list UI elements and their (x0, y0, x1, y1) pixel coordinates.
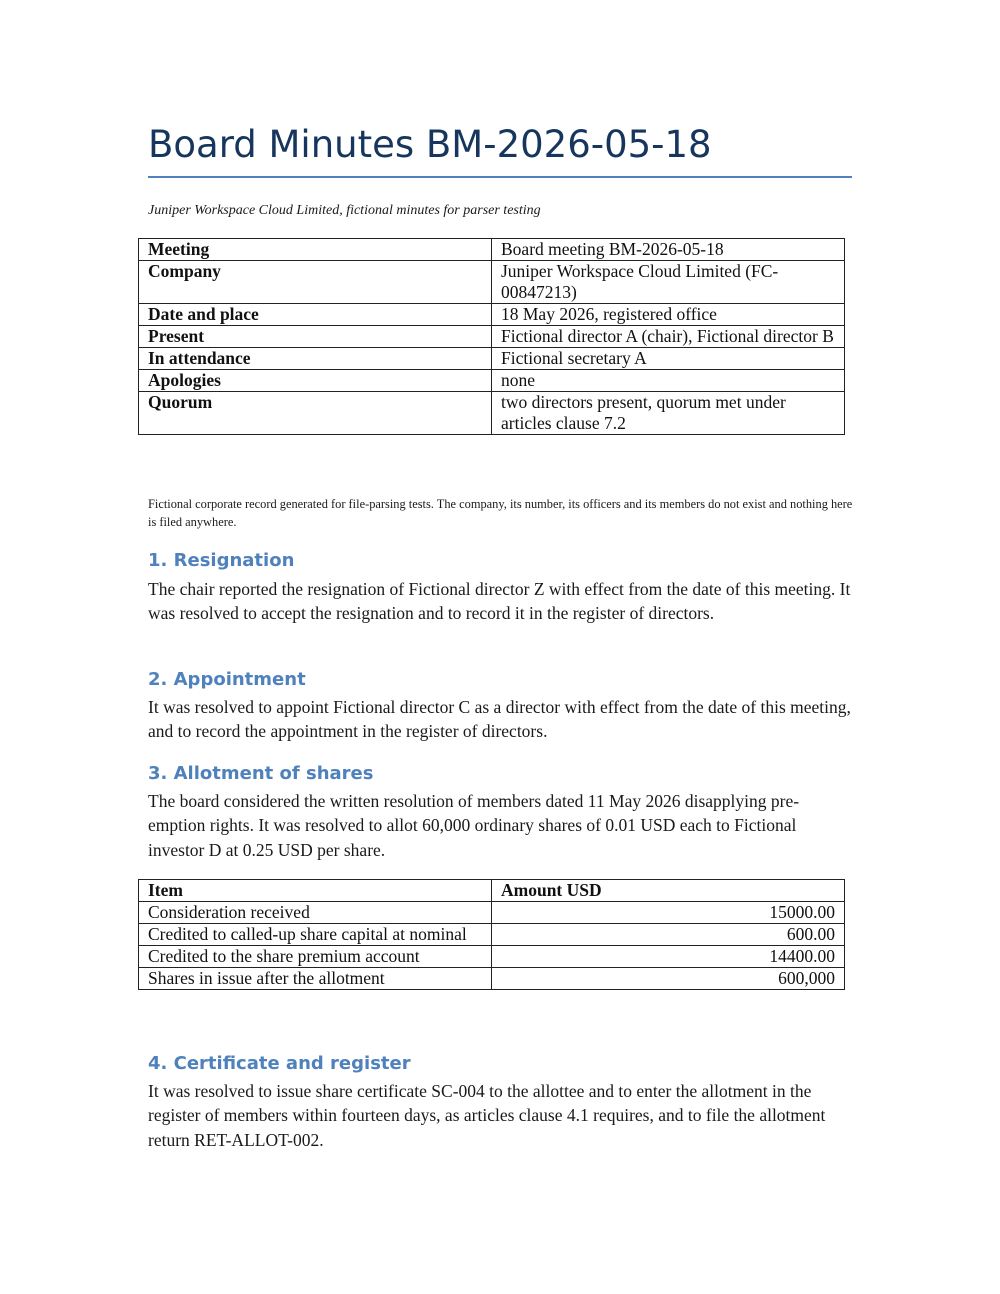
attendance-label: In attendance (139, 348, 492, 370)
section-heading-resignation: 1. Resignation (148, 550, 295, 571)
section-heading-appointment: 2. Appointment (148, 669, 306, 690)
table-row (139, 261, 845, 304)
meeting-label: Meeting (139, 239, 492, 261)
allotment-table (138, 879, 845, 990)
present-value: Fictional director A (chair), Fictional director B (492, 326, 845, 348)
table-row (139, 370, 845, 392)
section-body-appointment: It was resolved to appoint Fictional director C as a director with effect from the date of this meeting, and to record the appointment in the register of directors. (148, 697, 851, 742)
quorum-value: two directors present, quorum met under articles clause 7.2 (492, 392, 845, 435)
row-item: Consideration received (139, 902, 492, 924)
section-body-resignation: The chair reported the resignation of Fictional director Z with effect from the date of this meeting. It was resolved to accept the resignation and to record it in the register of directors. (148, 579, 851, 624)
section-body-allotment: The board considered the written resolution of members dated 11 May 2026 disapplying pre-emption rights. It was resolved to allot 60,000 ordinary shares of 0.01 USD each to Fictional investor D at 0.25 USD per share. (148, 791, 800, 860)
apologies-label: Apologies (139, 370, 492, 392)
row-amount: 14400.00 (492, 946, 845, 968)
section-heading-allotment: 3. Allotment of shares (148, 763, 374, 784)
company-label: Company (139, 261, 492, 304)
row-item: Credited to the share premium account (139, 946, 492, 968)
company-value: Juniper Workspace Cloud Limited (FC-00847213) (492, 261, 845, 304)
meeting-details-table (138, 238, 845, 435)
table-row (139, 946, 845, 968)
attendance-value: Fictional secretary A (492, 348, 845, 370)
row-amount: 15000.00 (492, 902, 845, 924)
table-row (139, 239, 845, 261)
table-row (139, 348, 845, 370)
title-underline (148, 176, 852, 178)
table-row (139, 924, 845, 946)
section-heading-certificate: 4. Certificate and register (148, 1053, 411, 1074)
table-row (139, 968, 845, 990)
row-amount: 600.00 (492, 924, 845, 946)
table-header-row (139, 880, 845, 902)
date-place-label: Date and place (139, 304, 492, 326)
quorum-label: Quorum (139, 392, 492, 435)
row-item: Shares in issue after the allotment (139, 968, 492, 990)
row-amount: 600,000 (492, 968, 845, 990)
document-subtitle: Juniper Workspace Cloud Limited, fictional minutes for parser testing (148, 203, 541, 218)
table-row (139, 392, 845, 435)
table-row (139, 304, 845, 326)
present-label: Present (139, 326, 492, 348)
table-row (139, 902, 845, 924)
table-row (139, 326, 845, 348)
column-header-item: Item (139, 880, 492, 902)
date-place-value: 18 May 2026, registered office (492, 304, 845, 326)
row-item: Credited to called-up share capital at nominal (139, 924, 492, 946)
apologies-value: none (492, 370, 845, 392)
column-header-amount: Amount USD (492, 880, 845, 902)
document-title: Board Minutes BM-2026-05-18 (148, 123, 712, 166)
meeting-value: Board meeting BM-2026-05-18 (492, 239, 845, 261)
section-body-certificate: It was resolved to issue share certificate SC-004 to the allottee and to enter the allotment in the register of members within fourteen days, as articles clause 4.1 requires, and to file the allotment return RET-ALLOT-002. (148, 1081, 826, 1150)
fictional-notice: Fictional corporate record generated for file-parsing tests. The company, its number, its officers and its members do not exist and nothing here is filed anywhere. (148, 497, 853, 529)
